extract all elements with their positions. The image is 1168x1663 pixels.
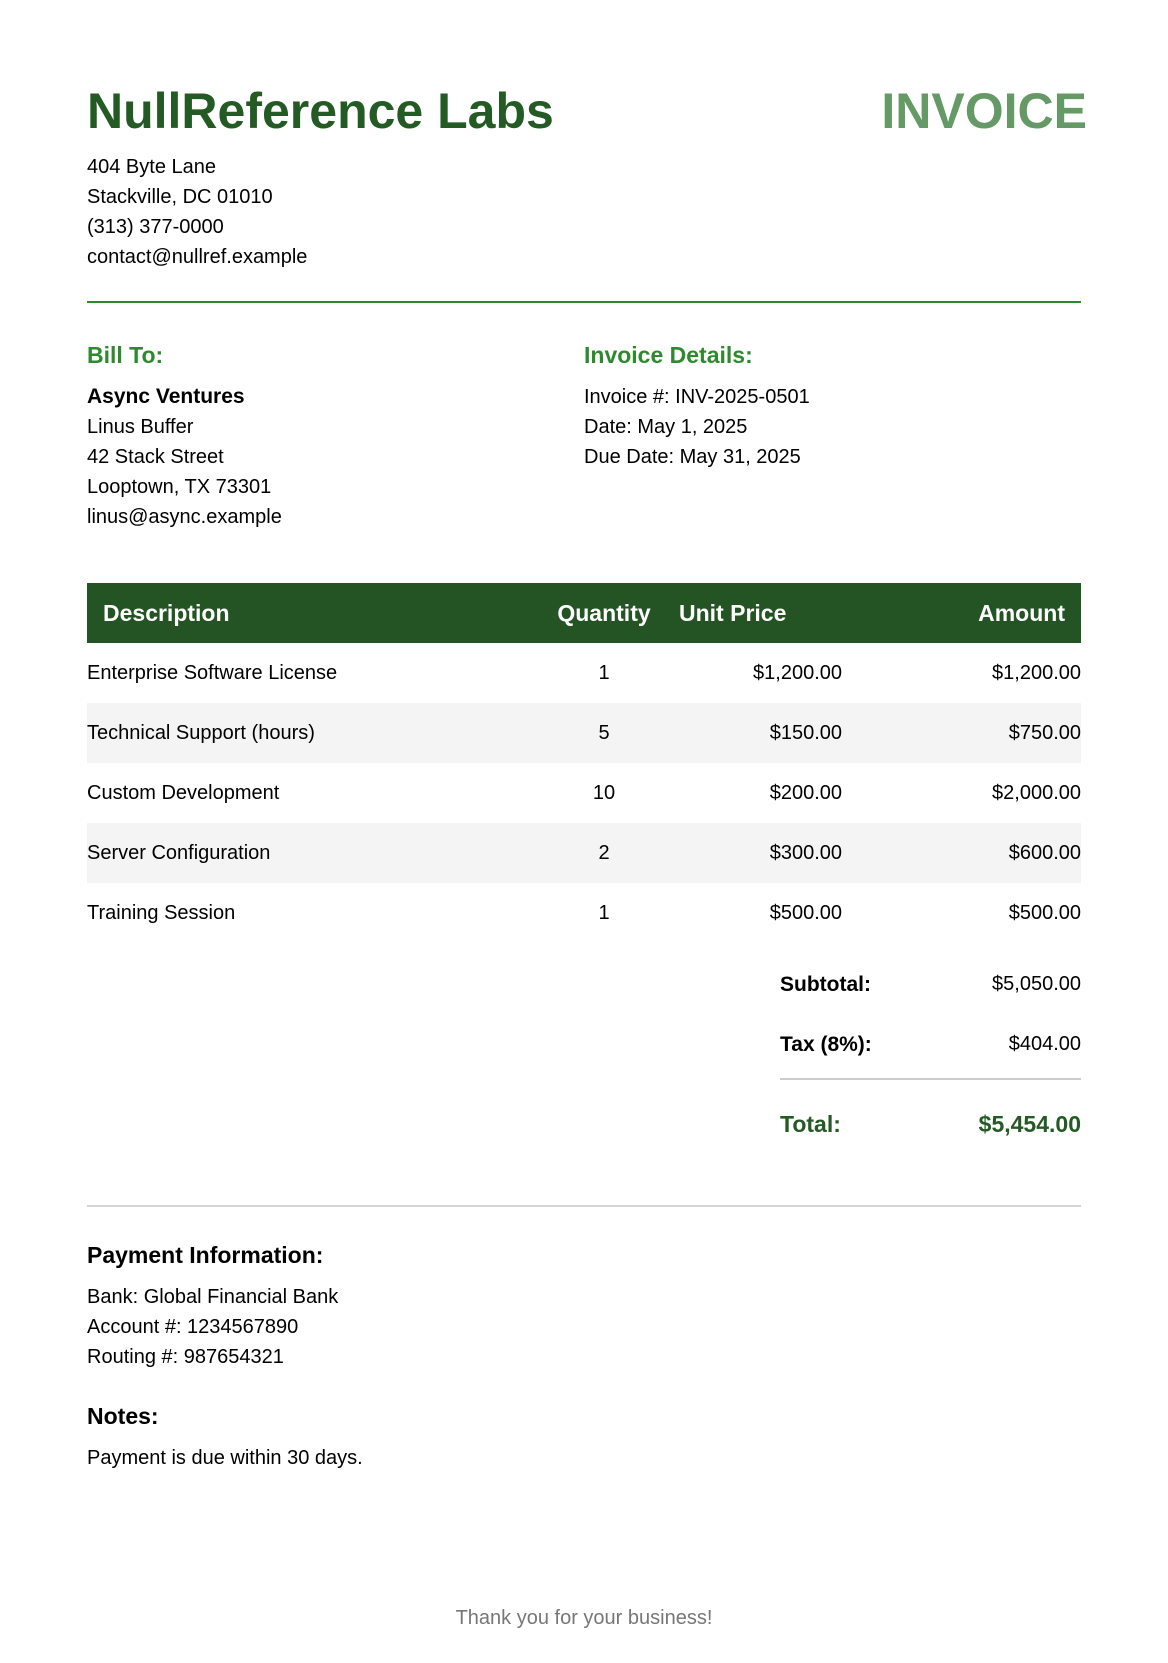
total-value: $5,454.00 — [978, 1111, 1081, 1137]
total-label: Total: — [780, 1111, 841, 1137]
row-description: Technical Support (hours) — [87, 721, 315, 744]
invoice-details-label: Invoice Details: — [584, 342, 753, 368]
table-row — [87, 823, 1081, 883]
row-quantity: 2 — [598, 841, 610, 864]
row-quantity: 1 — [598, 901, 610, 924]
header-divider — [87, 301, 1081, 303]
header-quantity: Quantity — [557, 600, 651, 626]
company-phone: (313) 377-0000 — [87, 216, 224, 238]
company-address — [87, 152, 307, 272]
tax-row — [780, 1018, 1081, 1078]
row-quantity: 5 — [598, 721, 610, 744]
row-amount: $750.00 — [1008, 721, 1081, 744]
company-name: NullReference Labs — [87, 83, 554, 139]
client-contact: Linus Buffer — [87, 416, 194, 438]
payment-account: Account #: 1234567890 — [87, 1316, 299, 1338]
company-city: Stackville, DC 01010 — [87, 186, 273, 208]
subtotal-row — [780, 958, 1081, 1018]
invoice-number: Invoice #: INV-2025-0501 — [584, 386, 810, 408]
tax-label: Tax (8%): — [780, 1033, 872, 1056]
row-amount: $600.00 — [1008, 841, 1081, 864]
row-description: Server Configuration — [87, 841, 271, 864]
client-email: linus@async.example — [87, 506, 282, 528]
client-name: Async Ventures — [87, 385, 245, 408]
invoice-date: Date: May 1, 2025 — [584, 416, 748, 438]
payment-routing: Routing #: 987654321 — [87, 1346, 284, 1368]
table-row — [87, 703, 1081, 763]
subtotal-label: Subtotal: — [780, 973, 871, 996]
totals-divider — [780, 1078, 1081, 1080]
row-unit-price: $1,200.00 — [753, 661, 842, 684]
footer-message: Thank you for your business! — [455, 1607, 713, 1629]
row-amount: $2,000.00 — [992, 781, 1081, 804]
row-description: Custom Development — [87, 781, 280, 804]
notes-section — [87, 1401, 363, 1473]
tax-value: $404.00 — [1008, 1033, 1081, 1055]
payment-bank: Bank: Global Financial Bank — [87, 1286, 339, 1308]
client-street: 42 Stack Street — [87, 446, 224, 468]
row-description: Enterprise Software License — [87, 661, 338, 684]
table-row — [87, 883, 1081, 943]
totals-section — [780, 958, 1081, 1158]
header-description: Description — [103, 600, 230, 626]
line-items-table — [87, 583, 1081, 943]
table-row — [87, 763, 1081, 823]
footer-divider — [87, 1205, 1081, 1207]
notes-text: Payment is due within 30 days. — [87, 1447, 363, 1469]
row-quantity: 1 — [598, 661, 610, 684]
payment-title: Payment Information: — [87, 1242, 324, 1268]
row-unit-price: $150.00 — [769, 721, 842, 744]
notes-title: Notes: — [87, 1403, 159, 1429]
subtotal-value: $5,050.00 — [992, 973, 1081, 995]
table-header-row — [87, 583, 1081, 643]
client-city: Looptown, TX 73301 — [87, 476, 272, 498]
company-street: 404 Byte Lane — [87, 156, 216, 178]
total-row — [780, 1098, 1081, 1158]
invoice-details-section — [584, 340, 1034, 472]
row-unit-price: $300.00 — [769, 841, 842, 864]
table-row — [87, 643, 1081, 703]
row-unit-price: $500.00 — [769, 901, 842, 924]
bill-to-section — [87, 340, 537, 532]
bill-to-label: Bill To: — [87, 342, 164, 368]
header-amount: Amount — [978, 600, 1065, 626]
row-amount: $1,200.00 — [992, 661, 1081, 684]
header-unit-price: Unit Price — [679, 600, 787, 626]
invoice-due-date: Due Date: May 31, 2025 — [584, 446, 801, 468]
row-quantity: 10 — [592, 781, 616, 804]
row-unit-price: $200.00 — [769, 781, 842, 804]
payment-section — [87, 1240, 338, 1372]
row-amount: $500.00 — [1008, 901, 1081, 924]
company-email: contact@nullref.example — [87, 246, 308, 268]
row-description: Training Session — [87, 901, 236, 924]
document-title: INVOICE — [881, 83, 1087, 139]
invoice-page — [87, 0, 1087, 1663]
